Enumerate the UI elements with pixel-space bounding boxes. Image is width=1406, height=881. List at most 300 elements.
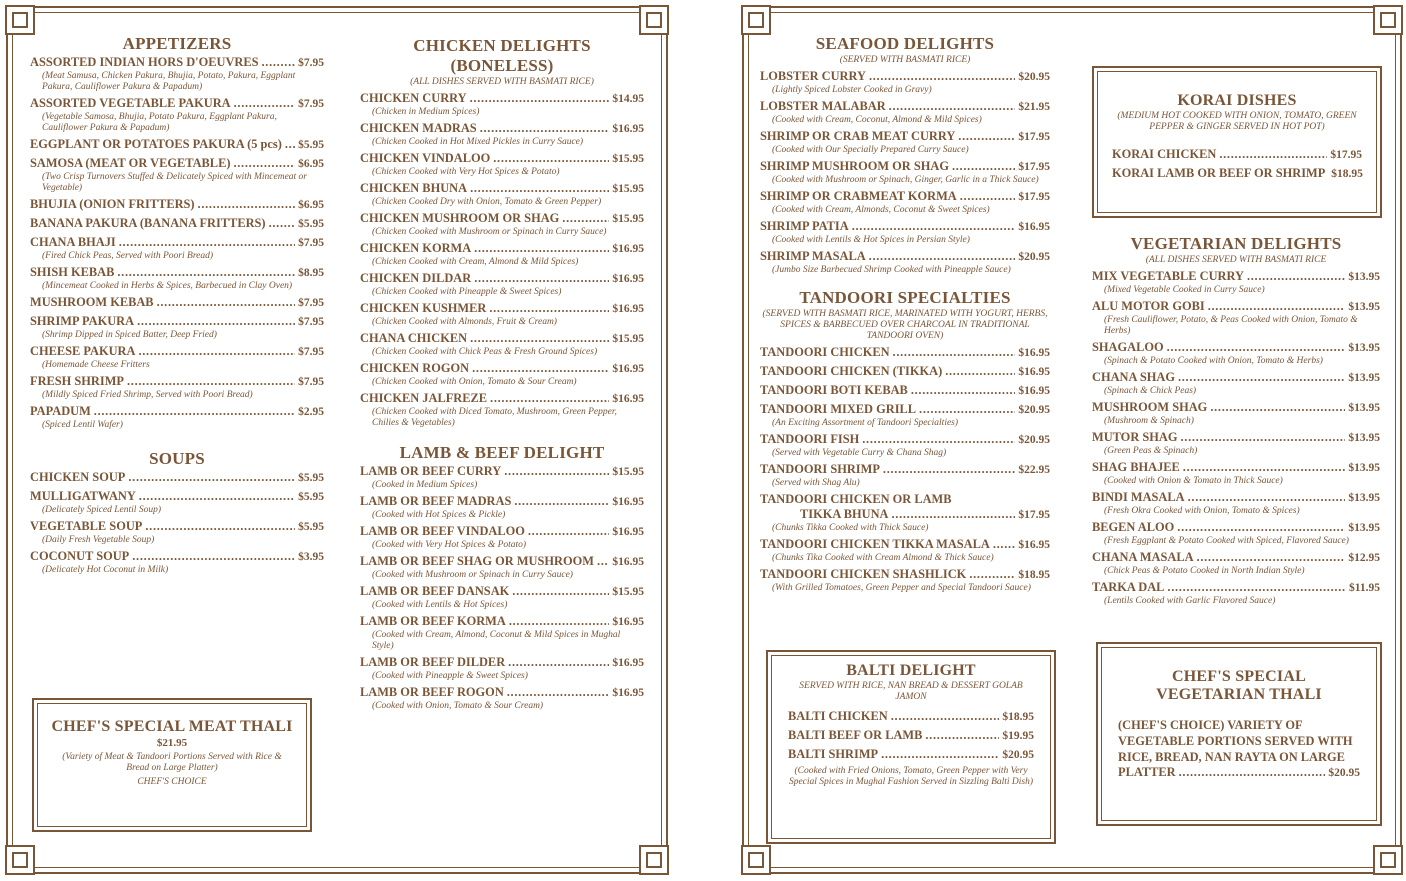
item-row [360,211,644,227]
lamb-section [360,443,644,712]
menu-item [760,189,1050,216]
item-price: $11.95 [1349,582,1380,594]
dot-leader [1210,400,1345,415]
menu-item [1092,370,1380,397]
menu-item [30,489,324,516]
menu-item [1112,166,1362,182]
item-name: CHICKEN MADRAS [360,121,477,135]
item-price: $5.95 [298,521,324,533]
dot-leader [470,331,609,346]
item-row [360,271,644,287]
item-row [1092,340,1380,356]
item-row [360,655,644,671]
item-description: (Chick Peas & Potato Cooked in North Indian Style) [1104,566,1305,576]
item-name: LAMB OR BEEF MADRAS [360,494,512,508]
menu-item [788,728,1034,744]
item-name: LOBSTER CURRY [760,69,866,83]
menu-item [360,494,644,521]
menu-item [30,96,324,134]
menu-page-right [742,6,1402,874]
dot-leader [504,464,609,479]
item-name: TANDOORI BOTI KEBAB [760,383,908,397]
dot-leader [1183,460,1346,475]
item-name: TANDOORI CHICKEN OR LAMB [760,492,952,506]
menu-item [360,151,644,178]
menu-item [760,567,1050,594]
item-name: CHICKEN JALFREZE [360,391,488,405]
tandoori-section [760,288,1050,594]
item-price: $13.95 [1348,462,1380,474]
section-title: SEAFOOD DELIGHTS [815,34,995,53]
item-name: MULLIGATWANY [30,489,136,503]
meat-thali-box [32,698,312,832]
section-note: (ALL DISHES SERVED WITH BASMATI RICE) [410,77,594,87]
dot-leader [117,265,295,280]
item-description: (Cooked with Onion, Tomato & Sour Cream) [372,701,544,711]
item-description: (Fresh Okra Cooked with Onion, Tomato & Spices) [1104,506,1300,516]
item-price: $18.95 [1018,569,1050,581]
item-row [30,295,324,311]
korai-list [1112,147,1362,182]
item-row [760,249,1050,265]
item-description: (Fired Chick Peas, Served with Poori Bread) [42,251,214,261]
balti-box [766,650,1056,844]
dot-leader [145,519,295,534]
dot-leader [919,402,1015,417]
item-price: $17.95 [1018,161,1050,173]
item-name: SHRIMP MUSHROOM OR SHAG [760,159,949,173]
item-name: BEGEN ALOO [1092,520,1175,534]
item-name: ALU MOTOR GOBI [1092,299,1205,313]
dot-leader [883,462,1015,477]
dot-leader [881,747,999,762]
item-row [360,241,644,257]
item-price: $5.95 [298,472,324,484]
item-row [788,728,1034,744]
item-name: CHANA SHAG [1092,370,1175,384]
dot-leader [512,584,609,599]
menu-item [760,219,1050,246]
item-description: (Cooked with Pineapple & Sweet Spices) [372,671,528,681]
veg-thali-box [1096,642,1382,826]
menu-item [360,584,644,611]
item-row [360,554,644,570]
item-name: MUSHROOM SHAG [1092,400,1208,414]
item-name: PAPADUM [30,404,91,418]
balti-list [788,709,1034,763]
item-price: $5.95 [298,218,324,230]
menu-item [1112,147,1362,163]
item-name: KORAI CHICKEN [1112,147,1217,161]
item-description: (Fresh Cauliflower, Potato, & Peas Cooked with Onion, Tomato & Herbs) [1104,315,1358,336]
menu-item [788,747,1034,763]
dot-leader [1188,490,1346,505]
item-row [760,364,1050,380]
section-title: CHICKEN DELIGHTS (BONELESS) [413,36,591,75]
dot-leader [119,235,295,250]
item-row [360,524,644,540]
menu-item [1092,299,1380,337]
left-column-2 [360,36,644,718]
item-name: LAMB OR BEEF DANSAK [360,584,510,598]
item-description: (Cooked with Lentils & Hot Spices) [372,600,508,610]
dot-leader [945,364,1015,379]
item-row [30,549,324,565]
dot-leader [562,211,609,226]
korai-box [1092,66,1382,218]
menu-item [760,129,1050,156]
seafood-section [760,34,1050,276]
section-note: (SERVED WITH BASMATI RICE) [839,55,971,65]
item-row [360,464,644,480]
item-name: SHRIMP OR CRABMEAT KORMA [760,189,957,203]
item-price: $16.95 [612,496,644,508]
item-description: (Cooked with Lentils & Hot Spices in Persian Style) [772,235,970,245]
menu-item [30,137,324,153]
menu-item [760,159,1050,186]
item-row [30,404,324,420]
menu-item [360,181,644,208]
section-title: TANDOORI SPECIALTIES [799,288,1011,307]
item-name: MIX VEGETABLE CURRY [1092,269,1244,283]
item-row [360,614,644,630]
item-price: $16.95 [612,616,644,628]
menu-item [1092,400,1380,427]
soups-section [30,449,324,576]
item-description: (Chicken Cooked Dry with Onion, Tomato & Green Pepper) [372,197,602,207]
menu-item [360,655,644,682]
menu-item [760,345,1050,361]
menu-item [360,554,644,581]
item-row [360,331,644,347]
item-row [760,129,1050,145]
item-price: $2.95 [298,406,324,418]
item-description: (Cooked with Cream, Coconut, Almond & Mild Spices) [772,115,982,125]
section-title: SOUPS [149,449,205,468]
item-price: $7.95 [298,346,324,358]
item-description: (Delicately Spiced Lentil Soup) [42,505,161,515]
dot-leader [1219,147,1327,162]
corner-ornament [741,845,771,875]
dot-leader [132,549,295,564]
item-name: SHRIMP PATIA [760,219,849,233]
dot-leader [474,241,609,256]
dot-leader [528,524,609,539]
item-row [30,470,324,486]
menu-item [360,241,644,268]
item-name: CHICKEN DILDAR [360,271,472,285]
menu-item [30,235,324,262]
item-price: $20.95 [1018,434,1050,446]
menu-item [1092,580,1380,607]
menu-item [30,404,324,431]
menu-item [360,271,644,298]
corner-ornament [639,5,669,35]
item-name: MUTOR SHAG [1092,430,1178,444]
dot-leader [925,728,999,743]
item-row [360,151,644,167]
item-description: (Served with Shag Alu) [772,478,860,488]
menu-item [360,211,644,238]
item-row [30,55,324,71]
menu-item [360,121,644,148]
item-name: SHRIMP OR CRAB MEAT CURRY [760,129,956,143]
item-price: $15.95 [612,586,644,598]
item-name: ASSORTED VEGETABLE PAKURA [30,96,231,110]
item-price: $7.95 [298,297,324,309]
item-row [30,314,324,330]
item-row [760,345,1050,361]
tandoori-list [760,345,1050,489]
dot-leader [869,69,1015,84]
item-row [30,156,324,172]
item-description: (Mildly Spiced Fried Shrimp, Served with Poori Bread) [42,390,253,400]
item-description: (Cooked with Onion & Tomato in Thick Sauce) [1104,476,1283,486]
menu-item [30,519,324,546]
menu-item [760,492,1050,534]
dot-leader [508,655,609,670]
dot-leader [472,361,609,376]
item-name: CHANA MASALA [1092,550,1194,564]
item-price: $3.95 [298,551,324,563]
item-name: CHANA BHAJI [30,235,116,249]
dot-leader [891,709,1000,724]
chicken-section [360,36,644,429]
dot-leader [480,121,610,136]
item-row [360,121,644,137]
menu-item [1092,340,1380,367]
item-price: $15.95 [612,213,644,225]
item-name: BALTI SHRIMP [788,747,879,761]
item-price: $12.95 [1348,552,1380,564]
dot-leader [862,432,1015,447]
item-name: TANDOORI MIXED GRILL [760,402,917,416]
item-row [1092,460,1380,476]
item-row [760,507,1050,523]
menu-item [760,69,1050,96]
item-row [1092,520,1380,536]
item-price: $20.95 [1018,404,1050,416]
item-price: $6.95 [298,199,324,211]
item-price: $18.95 [1002,711,1034,723]
item-name: TANDOORI CHICKEN (TIKKA) [760,364,943,378]
menu-item [760,432,1050,459]
section-title: KORAI DISHES [1177,92,1297,109]
item-name: BANANA PAKURA (BANANA FRITTERS) [30,216,266,230]
item-name: CHICKEN SOUP [30,470,126,484]
chicken-list [360,91,644,429]
item-row [30,374,324,390]
item-price: $5.95 [298,491,324,503]
dot-leader [474,271,609,286]
item-row [360,361,644,377]
item-price: $13.95 [1348,301,1380,313]
veg-thali-last-line: PLATTER [1118,765,1176,779]
item-price: $13.95 [1348,342,1380,354]
item-description: (Mincemeat Cooked in Herbs & Spices, Barbecued in Clay Oven) [42,281,293,291]
menu-item [760,249,1050,276]
item-row [1092,269,1380,285]
dot-leader [852,219,1016,234]
item-description: (Chicken Cooked with Chick Peas & Fresh Ground Spices) [372,347,598,357]
item-name: SHISH KEBAB [30,265,115,279]
item-name: FRESH SHRIMP [30,374,124,388]
item-row [30,489,324,505]
menu-item [30,295,324,311]
item-name: CHICKEN MUSHROOM OR SHAG [360,211,560,225]
item-price: $6.95 [298,158,324,170]
item-name: TANDOORI CHICKEN [760,345,890,359]
dot-leader [993,537,1016,552]
item-name: LAMB OR BEEF CURRY [360,464,502,478]
item-price: $17.95 [1018,131,1050,143]
item-description: (Lentils Cooked with Garlic Flavored Sauce) [1104,596,1276,606]
dot-leader [1208,299,1346,314]
item-price: $17.95 [1330,149,1362,161]
item-description: (Cooked with Mushroom or Spinach in Curry Sauce) [372,570,573,580]
item-description: (Chicken in Medium Spices) [372,107,480,117]
balti-desc: (Cooked with Fried Onions, Tomato, Green Pepper with Very Special Spices in Mughal Fashion Served in Sizzling Balti Dish) [788,766,1034,787]
dot-leader [969,567,1015,582]
item-row [30,96,324,112]
corner-ornament [741,5,771,35]
item-name: CHANA CHICKEN [360,331,468,345]
section-title: APPETIZERS [122,34,232,53]
item-description: (Cooked with Cream, Almond, Coconut & Mild Spices in Mughal Style) [372,630,621,651]
dot-leader [269,216,296,231]
dot-leader [489,301,609,316]
item-row [360,91,644,107]
item-price: $7.95 [298,316,324,328]
item-description: (Cooked with Mushroom or Spinach, Ginger, Garlic in a Thick Sauce) [772,175,1039,185]
item-price: $15.95 [612,333,644,345]
item-name: TANDOORI CHICKEN SHASHLICK [760,567,967,581]
item-row [760,99,1050,115]
item-price: $7.95 [298,237,324,249]
dot-leader [127,374,295,389]
dot-leader [597,554,609,569]
item-row [760,219,1050,235]
dot-leader [128,470,295,485]
menu-item [360,391,644,429]
item-name: CHICKEN KORMA [360,241,472,255]
item-description: (Chicken Cooked with Onion, Tomato & Sour Cream) [372,377,577,387]
item-name: LOBSTER MALABAR [760,99,886,113]
item-row [1092,400,1380,416]
item-price: $16.95 [612,556,644,568]
dot-leader [137,314,295,329]
item-description: (Chunks Tika Cooked with Cream Almond & Thick Sauce) [772,553,994,563]
item-row [1092,370,1380,386]
item-row [30,137,324,153]
section-note: (MEDIUM HOT COOKED WITH ONION, TOMATO, GREEN PEPPER & GINGER SERVED IN HOT POT) [1117,111,1357,132]
section-title: BALTI DELIGHT [846,662,976,679]
vegetarian-list [1092,269,1380,607]
menu-item [360,524,644,551]
item-row [1092,299,1380,315]
item-row [760,537,1050,553]
item-price: $5.95 [298,139,324,151]
item-price: $16.95 [612,363,644,375]
item-description: (Served with Vegetable Curry & Chana Shag) [772,448,947,458]
item-row [30,265,324,281]
menu-item [360,361,644,388]
menu-item [760,402,1050,429]
dot-leader [1177,520,1345,535]
dot-leader [952,159,1015,174]
item-row [1092,490,1380,506]
item-description: (Chicken Cooked with Cream, Almond & Mild Spices) [372,257,579,267]
dot-leader [493,151,609,166]
item-name: SHRIMP MASALA [760,249,866,263]
item-row [30,344,324,360]
menu-item [1092,460,1380,487]
dot-leader [139,489,295,504]
item-name: KORAI LAMB OR BEEF OR SHRIMP [1112,166,1326,180]
item-description: (Mixed Vegetable Cooked in Curry Sauce) [1104,285,1265,295]
item-price: $16.95 [1018,347,1050,359]
item-name: LAMB OR BEEF KORMA [360,614,506,628]
item-description: (Green Peas & Spinach) [1104,446,1198,456]
corner-ornament [639,845,669,875]
item-price: $16.95 [1018,366,1050,378]
dot-leader [958,129,1015,144]
menu-item [30,197,324,213]
item-row [1092,580,1380,596]
item-description: (Chunks Tikka Cooked with Thick Sauce) [772,523,929,533]
item-price: $16.95 [1018,539,1050,551]
meat-thali-note: CHEF'S CHOICE [137,777,207,787]
item-name: SHRIMP PAKURA [30,314,135,328]
meat-thali-price: $21.95 [156,737,188,749]
item-price: $16.95 [612,657,644,669]
item-price: $13.95 [1348,492,1380,504]
item-name: TIKKA BHUNA [800,507,889,521]
item-description: (With Grilled Tomatoes, Green Pepper and Special Tandoori Sauce) [772,583,1031,593]
menu-item [30,374,324,401]
item-row [30,519,324,535]
item-name: TANDOORI FISH [760,432,860,446]
section-note: (ALL DISHES SERVED WITH BASMATI RICE [1145,255,1327,265]
item-row [760,189,1050,205]
item-description: (Cooked in Medium Spices) [372,480,478,490]
section-title: VEGETARIAN DELIGHTS [1130,234,1342,253]
item-name: BINDI MASALA [1092,490,1185,504]
item-row [760,402,1050,418]
item-description: (Spinach & Chick Peas) [1104,386,1197,396]
item-price: $17.95 [1018,191,1050,203]
item-name: CHEESE PAKURA [30,344,136,358]
dot-leader [490,391,609,406]
dot-leader [470,91,610,106]
item-name: TARKA DAL [1092,580,1165,594]
lamb-list [360,464,644,712]
item-row [760,462,1050,478]
item-name: EGGPLANT OR POTATOES PAKURA (5 pcs) [30,137,282,151]
item-price: $20.95 [1018,251,1050,263]
menu-item [30,344,324,371]
menu-item [30,549,324,576]
item-name: CHICKEN CURRY [360,91,467,105]
menu-page-left [6,6,668,874]
item-name: COCONUT SOUP [30,549,130,563]
menu-item [1092,550,1380,577]
item-description: (Jumbo Size Barbecued Shrimp Cooked with Pineapple Sauce) [772,265,1011,275]
item-price: $16.95 [612,123,644,135]
item-row [1092,550,1380,566]
dot-leader [94,404,295,419]
item-price: $13.95 [1348,271,1380,283]
